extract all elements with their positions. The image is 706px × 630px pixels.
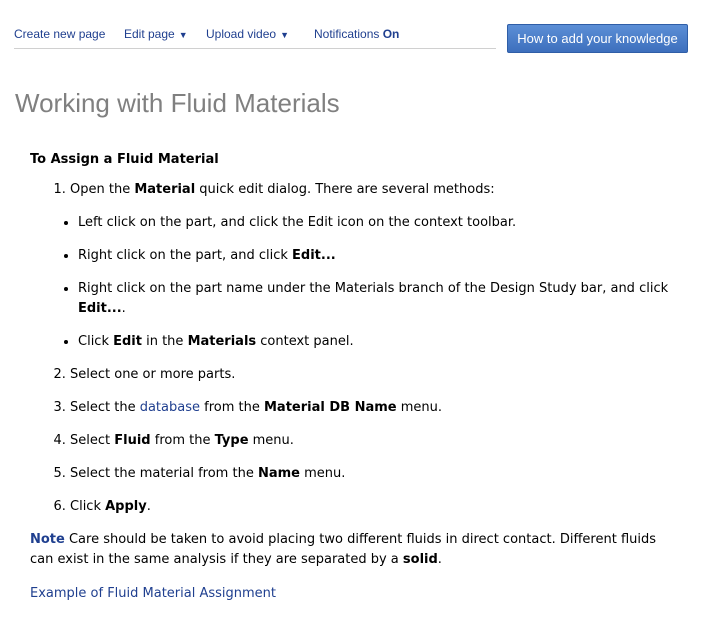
step-text: Select one or more parts.	[70, 367, 236, 382]
how-to-add-knowledge-button[interactable]: How to add your knowledge	[507, 24, 688, 53]
section-heading: To Assign a Fluid Material	[30, 152, 219, 167]
step-text: menu.	[396, 400, 442, 415]
step-text: quick edit dialog. There are several methods:	[195, 182, 495, 197]
article-content	[30, 150, 680, 604]
step-bold: Material DB Name	[263, 400, 397, 415]
upload-video-menu[interactable]	[206, 27, 289, 41]
method-text: Right click on the part, and click	[78, 248, 293, 263]
method-text: in the	[141, 334, 188, 349]
step-5	[70, 464, 680, 484]
note-bold: solid	[402, 552, 438, 567]
database-link[interactable]: database	[139, 400, 200, 415]
example-link[interactable]: Example of Fluid Material Assignment	[30, 586, 277, 601]
create-new-page-link[interactable]: Create new page	[14, 27, 106, 41]
method-bold: Edit...	[78, 301, 122, 316]
step-text: menu.	[248, 433, 294, 448]
step-text: Select the material from the	[70, 466, 258, 481]
note-label: Note	[30, 532, 65, 547]
note-text: Care should be taken to avoid placing two different fluids in direct contact. Different fluids can exist in the same analysis if they are separated by a	[30, 532, 657, 567]
top-toolbar	[14, 22, 496, 49]
page-title: Working with Fluid Materials	[15, 88, 340, 118]
step-text: Select	[70, 433, 115, 448]
step-4	[70, 431, 680, 451]
step-bold: Apply	[105, 499, 147, 514]
step-text: from the	[150, 433, 215, 448]
method-bold: Edit...	[292, 248, 336, 263]
method-bold: Edit	[113, 334, 142, 349]
step-6	[70, 497, 680, 517]
step-text: Select the	[70, 400, 140, 415]
step-text: .	[146, 499, 151, 514]
method-item	[78, 246, 680, 266]
upload-video-label: Upload video	[206, 27, 277, 41]
method-text: context panel.	[256, 334, 354, 349]
step-1	[70, 180, 680, 352]
edit-page-menu[interactable]	[124, 27, 188, 41]
methods-list	[38, 213, 680, 352]
note-end: .	[437, 552, 442, 567]
step-text: Click	[70, 499, 106, 514]
note-paragraph	[30, 530, 680, 570]
method-item	[78, 213, 680, 233]
step-bold: Fluid	[114, 433, 151, 448]
step-bold: Material	[134, 182, 196, 197]
step-text: from the	[200, 400, 264, 415]
notifications-state: On	[382, 27, 400, 41]
method-item	[78, 332, 680, 352]
method-bold: Materials	[187, 334, 257, 349]
method-text: Right click on the part name under the Materials branch of the Design Study bar, and click	[78, 281, 669, 296]
step-text: menu.	[299, 466, 346, 481]
step-text: Open the	[70, 182, 135, 197]
edit-page-label: Edit page	[124, 27, 175, 41]
method-item	[78, 279, 680, 319]
method-text: .	[121, 301, 126, 316]
step-3	[70, 398, 680, 418]
method-text: Left click on the part, and click the Edit icon on the context toolbar.	[78, 215, 517, 230]
step-bold: Type	[214, 433, 249, 448]
steps-list	[30, 180, 680, 517]
step-2	[70, 365, 680, 385]
method-text: Click	[78, 334, 114, 349]
notifications-label: Notifications	[314, 27, 380, 41]
notifications-toggle[interactable]	[314, 27, 399, 41]
step-bold: Name	[257, 466, 300, 481]
chevron-down-icon: ▼	[178, 30, 188, 40]
chevron-down-icon: ▼	[280, 30, 289, 40]
